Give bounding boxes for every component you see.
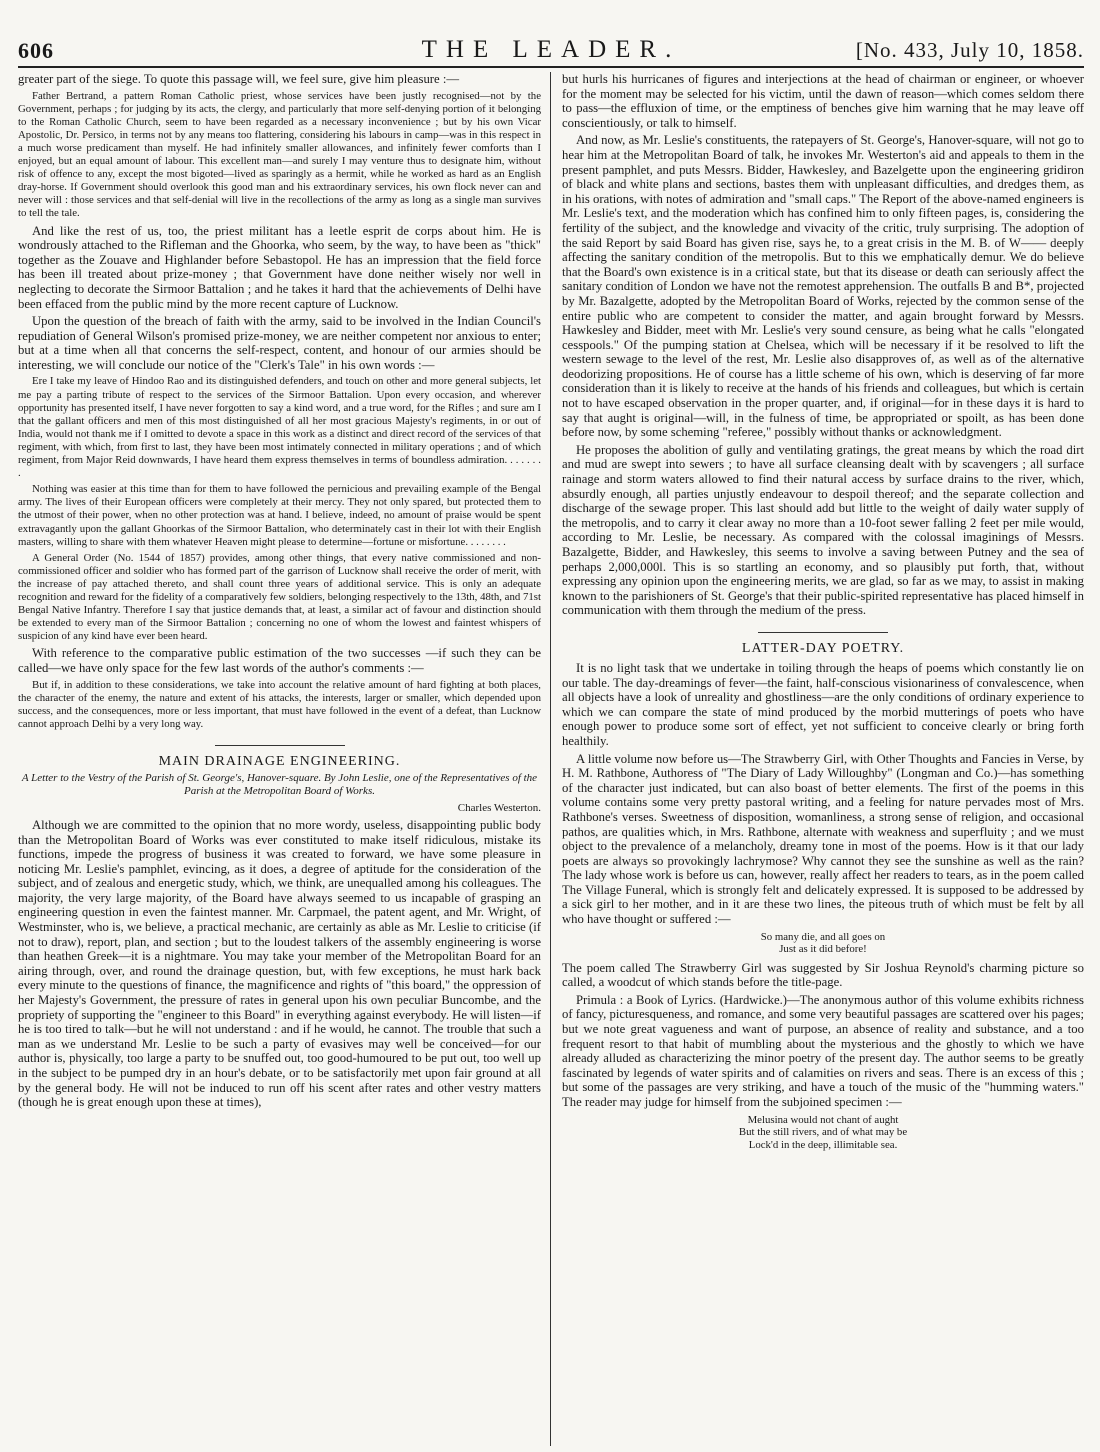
section-main-drainage [18, 745, 541, 798]
paragraph: The poem called The Strawberry Girl was suggested by Sir Joshua Reynold's charming picture so called, a woodcut of which stands before the title-page. [562, 960, 1084, 990]
paragraph: Upon the question of the breach of faith with the army, said to be involved in the Indian Council's repudiation of General Wilson's promised prize-money, we are neither competent nor anxious to enter; but at a time when all that concerns the self-respect, content, and honour of our armies should be interesting, we will conclude our notice of the "Clerk's Tale" in his own words :— [18, 314, 541, 372]
quoted-paragraph: Ere I take my leave of Hindoo Rao and its distinguished defenders, and touch on other and more general subjects, let me pay a parting tribute of respect to the services of the Sirmoor Battalion. Upon every occasion, and wherever opportunity has presented itself, I have never forgotten to say a kind word, and a true word, for the Rifles ; and sure am I that the gallant officers and men of this most distinguished of all her most gracious Majesty's regiments, in or out of India, would not thank me if I omitted to devote a space in this work as a distinct and direct record of the services of that regiment, with which, from first to last, they have been most intimately connected in military operations ; and of which regiment, from Major Reid downwards, I have heard them express themselves in terms of boundless admiration. . . . . . . . [18, 375, 541, 480]
verse-line: Lock'd in the deep, illimitable sea. [748, 1138, 898, 1151]
verse-line: So many die, and all goes on [760, 930, 886, 943]
left-column [18, 72, 551, 1446]
verse-quote [562, 1114, 1084, 1152]
section-divider [758, 632, 888, 633]
verse-line: Just as it did before! [779, 943, 867, 956]
page-header [18, 30, 1084, 68]
section-title: MAIN DRAINAGE ENGINEERING. [158, 753, 401, 769]
section-title: LATTER-DAY POETRY. [741, 640, 905, 656]
paragraph: He proposes the abolition of gully and ventilating gratings, the great means by which the road dirt and mud are swept into sewers ; to have all surface cleansing dealt with by scavengers ; all surface rainage and storm waters allowed to find their natural access by surface drains to the river, which, absurdly enough, all parties unjustly endeavour to despoil thereof; and the separate collection and discharge of the sewage proper. This last should add but little to the weight of daily water supply of the metropolis, and to carry it clear away no more than a 10-foot sewer falling 2 feet per mile would, according to Mr. Leslie, be necessary. As compared with the colossal imaginings of Messrs. Bazalgette, Bidder, and Hawkesley, this seems to involve a saving between Putney and the sea of perhaps 2,000,000l. This is so startling an economy, and so plausibly put forth, that, without expressing any opinion upon the engineering merits, we are glad, so far as we may, to assist in making known to the parishioners of St. George's that their public-spirited representative has placed himself in communication with them through the medium of the press. [562, 442, 1084, 618]
section-divider [215, 745, 345, 746]
paragraph: With reference to the comparative public estimation of the two successes —if such they can be called—we have only space for the few last words of the author's comments :— [18, 646, 541, 675]
paragraph: Primula : a Book of Lyrics. (Hardwicke.)—The anonymous author of this volume exhibits richness of fancy, picturesqueness, and romance, and some very beautiful passages are scattered over his pages; but we note great vagueness and want of purpose, an absence of reality and substance, and a too frequent resort to that habit of mumbling about the mysterious and the ghostly to which we have already alluded as characterizing the minor poetry of the present day. The author seems to be greatly fascinated by legends of water spirits and of calamities on rivers and seas. There is an excess of this ; but some of the passages are very striking, and have a touch of the music of the "humming waters." The reader may judge for himself from the subjoined specimen :— [562, 992, 1084, 1109]
right-column [551, 72, 1084, 1446]
quoted-paragraph: A General Order (No. 1544 of 1857) provides, among other things, that every native commissioned and non-commissioned officer and soldier who has formed part of the garrison of Lucknow shall receive the order of merit, with the increase of pay attached thereto, and shall count three years of additional service. This is only an adequate recognition and reward for the fidelity of a comparatively few soldiers, belonging respectively to the 13th, 48th, and 71st Bengal Native Infantry. Therefore I say that justice demands that, at least, a similar act of favour and distinction should be extended to every man of the Sirmoor Battalion ; concerning no one of whom the lowest and faintest whispers of suspicion of any kind have ever been heard. [18, 551, 541, 643]
paragraph: but hurls his hurricanes of figures and interjections at the head of chairman or engineer, or whoever for the moment may be selected for his victim, until the dawn of reason—which comes seldom there to pass—the effluxion of time, or the emptiness of benches give him warning that he may leave off conscientiously, or talk to himself. [562, 72, 1084, 130]
columns [18, 72, 1084, 1446]
page-number: 606 [18, 38, 54, 63]
verse-quote [562, 931, 1084, 956]
verse-line: But the still rivers, and of what may be [738, 1126, 908, 1139]
verse-line: Melusina would not chant of aught [747, 1113, 899, 1126]
quoted-paragraph: Nothing was easier at this time than for them to have followed the pernicious and prevailing example of the Bengal army. The lives of their European officers were completely at their mercy. They not only spared, but protected them to the utmost of their power, when no other protection was at hand. I believe, indeed, no amount of praise would be spent extravagantly upon the gallant Ghoorkas of the Sirmoor Battalion, who determinately cast in their lot with their English masters, willing to share with them whatever Heaven might please to determine—fortune or misfortune. . . . . . . . [18, 483, 541, 548]
paragraph: And now, as Mr. Leslie's constituents, the ratepayers of St. George's, Hanover-square, will not go to hear him at the Metropolitan Board of talk, he invokes Mr. Westerton's aid and appeals to them in the present pamphlet, and puts Messrs. Bidder, Hawkesley, and Bazelgette upon the engineering gridiron of black and white plans and sections, bastes them with unpleasant difficulties, and dredges them, as in his orations, with notes of admiration and "small caps." The Report of the above-named engineers is Mr. Leslie's text, and the moderation which has confined him to only fifteen pages, is, considering the fertility of the subject, and the knowledge and vivacity of the critic, truly surprising. The adoption of the said Report by said Board has given rise, says he, to a great crisis in the M. B. of W—— deeply affecting the sanitary condition of the metropolis. But to this we emphatically demur. We do believe that the Board's own existence is in a critical state, but that its disease or death can seriously affect the sanitary condition of London we have not the remotest apprehension. The outfalls B and B*, projected by Mr. Bazalgette, adopted by the Metropolitan Board of Works, rejected by the common sense of the entire public who are competent to consider the matter, and again brought forward by Messrs. Hawkesley and Bidder, meet with Mr. Leslie's very sound censure, as being what he calls "elongated cesspools." Of the pumping station at Chelsea, which will be necessary if it be resolved to lift the western sewage to the level of the rest, Mr. Leslie also disapproves of, as well as of the alternative deodorizing propositions. He of course has a little scheme of his own, which is deserving of far more consideration than it is likely to receive at the hands of his friends and colleagues, but which is certain not to have escaped observation in the proper quarter, and, if original—for in these days it is hard to say that aught is original—will, in the fulness of time, be appropriated or spoilt, as has been done before now, by some scheming "referee," possibly without thanks or acknowledgment. [562, 133, 1084, 440]
review-subtitle: A Letter to the Vestry of the Parish of St. George's, Hanover-square. By John Leslie, one of the Representatives of the Parish at the Metropolitan Board of Works. [21, 771, 538, 797]
paragraph: A little volume now before us—The Strawberry Girl, with Other Thoughts and Fancies in Verse, by H. M. Rathbone, Authoress of "The Diary of Lady Willoughby" (Longman and Co.)—has something of the character just indicated, but can also boast of better elements. The first of the poems in this volume contains some very pretty pastoral writing, and a feeling for nature pervades most of Mrs. Rathbone's verses. Sweetness of disposition, womanliness, a strong sense of religion, and occasional pathos, are qualities which, in Mrs. Rathbone, alternate with weakness and superfluity ; and we must object to the prevalence of a melancholy, dreamy tone in most of the poems. How is it that our lady poets are always so provokingly lachrymose? Why cannot they see the sunshine as well as the rain? The lady whose work is before us can, however, really affect her readers to tears, as in the poem called The Village Funeral, which is strongly felt and delicately expressed. It is supposed to be addressed by a sick girl to her mother, and in it are these two lines, the piteous truth of which must be felt by all who have thought or suffered :— [562, 751, 1084, 927]
issue-info: [No. 433, July 10, 1858. [855, 38, 1084, 62]
paragraph: greater part of the siege. To quote this passage will, we feel sure, give him pleasure :— [18, 72, 460, 86]
paragraph: Although we are committed to the opinion that no more wordy, useless, disappointing public body than the Metropolitan Board of Works was ever constituted to make itself ridiculous, mistake its functions, impede the progress of business it was created to forward, we have some pleasure in noticing Mr. Leslie's pamphlet, evincing, as it does, a degree of aptitude for the consideration of the subject, and of zealous and energetic study, which, we think, are unequalled among his colleagues. The majority, the very large majority, of the Board have always seemed to us incapable of grasping an engineering question in even the faintest manner. Mr. Carpmael, the patent agent, and Mr. Wright, of Westminster, who is, we believe, a practical mechanic, are certainly as able as Mr. Leslie to criticise (if not to draw), report, plan, and section ; but to the loudest talkers of the assembly engineering is worse than heathen Greek—it is a nightmare. You may take your member of the Metropolitan Board for an airing through, over, and round the drainage question, but, with few exceptions, he must hark back every minute to the questions of finance, the magnificence and rights of "this board," the oppression of her Majesty's Government, the pressure of rates in general upon his own peculiar Buncombe, and the propriety of supporting the "engineer to this Board" in everything against everybody. He will listen—if he is too tired to talk—but he will not understand : and if he would, he cannot. The trouble that such a man as we understand Mr. Leslie to be such a party of evasives may well be conceived—for our author is, physically, too large a party to be snuffed out, too good-humoured to be put out, too well up in the subject to be pumped dry in an hour's debate, or to be satisfactorily met upon fair ground at all by the general body. He will not be induced to run off his scent after rates and other vestry matters (though he is great enough upon these at times), [18, 817, 541, 1110]
publisher-byline: Charles Westerton. [457, 801, 541, 814]
paragraph: And like the rest of us, too, the priest militant has a leetle esprit de corps about him. He is wondrously attached to the Rifleman and the Ghoorka, who seem, by the way, to have been as "thick" together as the Zouave and Highlander before Sebastopol. He has an impression that the field force has been ill treated about prize-money ; that Government have done neither wisely nor well in neglecting to decorate the Sirmoor Battalion ; and he takes it hard that the achievements of Delhi have been effaced from the public mind by the more recent capture of Lucknow. [18, 223, 541, 311]
section-latter-day-poetry [562, 632, 1084, 657]
masthead-title: THE LEADER. [421, 36, 681, 63]
quoted-paragraph: Father Bertrand, a pattern Roman Catholic priest, whose services have been justly recognised—not by the Government, perhaps ; for judging by its acts, the clergy, and particularly that more self-denying portion of it belonging to the Roman Catholic Church, seem to have been regarded as a necessary inconvenience ; but by his own Vicar Apostolic, Dr. Persico, in terms not by any means too flattering, considering his labours in camp—was in this respect in a much worse predicament than myself. He had infinitely smaller allowances, and infinitely fewer comforts than I enjoyed, but an equal amount of labour. This excellent man—and surely I may venture thus to designate him, without risk of offence to any, except the most bigoted—lived as sparingly as a hermit, while he worked as hard as an English dray-horse. If Government should overlook this good man and his extraordinary services, his own flock never can and never will : those services and that self-denial will live in the recollections of the army as long as a single man survives to tell the tale. [18, 89, 541, 220]
quoted-paragraph: But if, in addition to these considerations, we take into account the relative amount of hard fighting at both places, the character of the enemy, the nature and extent of his attacks, the interests, larger or smaller, which depended upon success, and the consequences, more or less important, that must have followed in the event of a defeat, than Lucknow cannot approach Delhi by a very long way. [18, 678, 541, 730]
paragraph: It is no light task that we undertake in toiling through the heaps of poems which constantly lie on our table. The day-dreamings of fever—the faint, half-conscious visionariness of convalescence, when all objects have a look of unreality and ghostliness—are the only conditions of ordinary experience to which we can compare the state of mind produced by the morbid mutterings of poets who have enough power to produce some sort of effect, yet not sufficient to conceive clearly or bring forth healthily. [562, 660, 1084, 748]
